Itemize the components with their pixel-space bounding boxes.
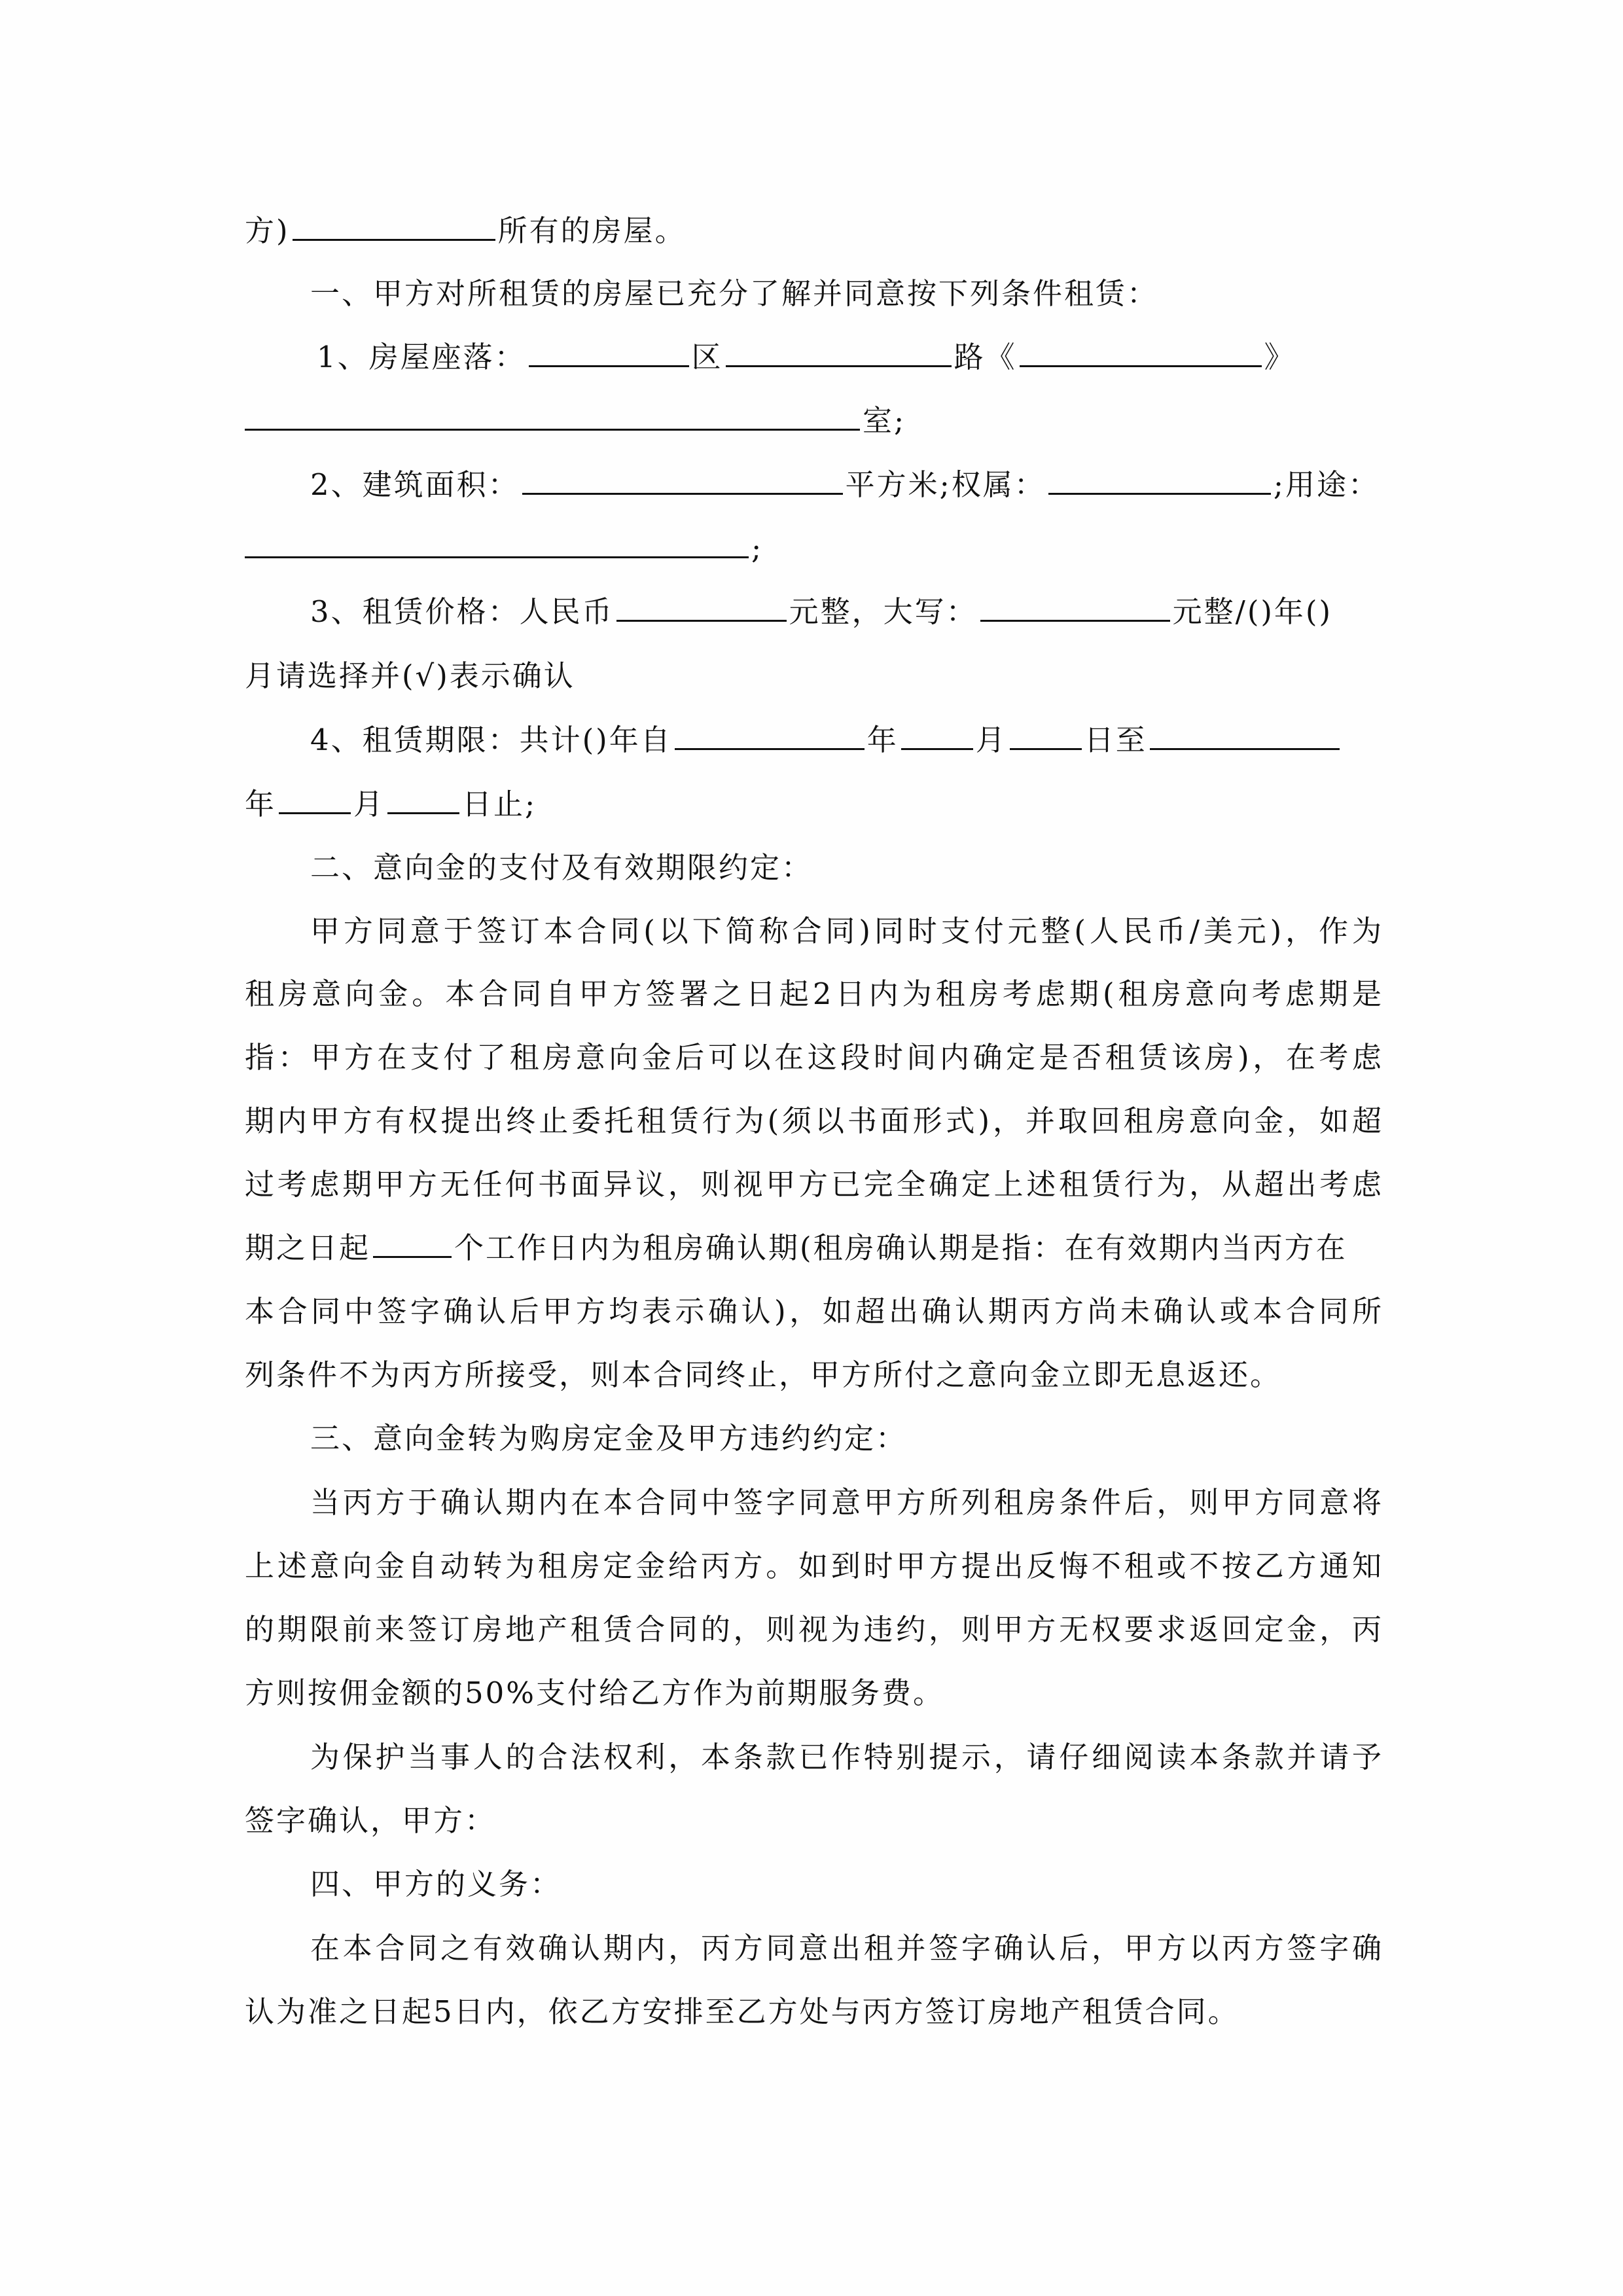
text-line <box>310 453 1449 517</box>
paragraph-line: 期内甲方有权提出终止委托租赁行为(须以书面形式)，并取回租房意向金，如超 <box>245 1103 1383 1138</box>
text: 方) <box>245 213 290 248</box>
fill-blank-price[interactable] <box>616 591 787 622</box>
fill-blank-road[interactable] <box>726 336 952 367</box>
fill-blank-start-year[interactable] <box>675 719 865 750</box>
paragraph-line: 方则按佣金额的50%支付给乙方作为前期服务费。 <box>245 1676 945 1710</box>
text: 元整，大写： <box>789 594 978 629</box>
fill-blank-district[interactable] <box>529 336 689 367</box>
text: 4、租赁期限：共计()年自 <box>310 723 672 757</box>
text: 个工作日内为租房确认期(租房确认期是指：在有效期内当丙方在 <box>454 1230 1347 1265</box>
fill-blank-room[interactable] <box>245 400 860 431</box>
text: 1、房屋座落： <box>317 340 526 374</box>
paragraph-line: 为保护当事人的合法权利，本条款已作特别提示，请仔细阅读本条款并请予 <box>310 1740 1383 1774</box>
paragraph-line: 过考虑期甲方无任何书面异议，则视甲方已完全确定上述租赁行为，从超出考虑 <box>245 1167 1383 1202</box>
text: 3、租赁价格：人民币 <box>310 594 614 629</box>
fill-blank-price-words[interactable] <box>980 591 1170 622</box>
text-line <box>245 516 1383 581</box>
paragraph-line: 租房意向金。本合同自甲方签署之日起2日内为租房考虑期(租房意向考虑期是 <box>245 977 1383 1011</box>
text: 年 <box>245 787 277 821</box>
fill-blank-start-month[interactable] <box>901 719 973 750</box>
text: 》 <box>1264 340 1296 374</box>
text-line: 月请选择并(√)表示确认 <box>245 658 575 693</box>
text: 元整/()年() <box>1172 594 1333 629</box>
text: 区 <box>691 340 723 374</box>
section-heading-1: 一、甲方对所租赁的房屋已充分了解并同意按下列条件租赁： <box>310 276 1159 311</box>
paragraph-line: 签字确认，甲方： <box>245 1803 497 1838</box>
text: 2、建筑面积： <box>310 467 520 502</box>
text-line <box>317 325 1455 389</box>
fill-blank-owner[interactable] <box>293 210 495 241</box>
fill-blank-end-day[interactable] <box>387 783 459 814</box>
text-line <box>310 580 1449 644</box>
fill-blank-start-day[interactable] <box>1010 719 1082 750</box>
text: 室; <box>863 403 906 438</box>
fill-blank-ownership[interactable] <box>1048 464 1271 495</box>
section-heading-3: 三、意向金转为购房定金及甲方违约约定： <box>310 1421 908 1456</box>
paragraph-line: 甲方同意于签订本合同(以下简称合同)同时支付元整(人民币/美元)，作为 <box>310 914 1383 948</box>
paragraph-line: 认为准之日起5日内，依乙方安排至乙方处与丙方签订房地产租赁合同。 <box>245 1994 1240 2029</box>
section-heading-2: 二、意向金的支付及有效期限约定： <box>310 850 813 885</box>
text-line <box>245 199 1383 263</box>
fill-blank-building[interactable] <box>1020 336 1262 367</box>
fill-blank-end-month[interactable] <box>279 783 351 814</box>
paragraph-line: 当丙方于确认期内在本合同中签字同意甲方所列租房条件后，则甲方同意将 <box>310 1485 1383 1520</box>
fill-blank-area[interactable] <box>522 464 843 495</box>
text-line <box>245 389 1383 453</box>
text: 所有的房屋。 <box>497 213 687 248</box>
text-line <box>310 708 1449 772</box>
text: 年 <box>866 723 899 757</box>
text: 日止; <box>462 787 537 821</box>
text-line <box>245 1216 1383 1280</box>
text: 月 <box>353 787 385 821</box>
text: 平方米;权属： <box>845 467 1046 502</box>
paragraph-line: 在本合同之有效确认期内，丙方同意出租并签字确认后，甲方以丙方签字确 <box>310 1931 1383 1965</box>
text: 日至 <box>1084 723 1147 757</box>
paragraph-line: 的期限前来签订房地产租赁合同的，则视为违约，则甲方无权要求返回定金，丙 <box>245 1612 1383 1647</box>
fill-blank-usage[interactable] <box>245 528 749 558</box>
fill-blank-end-year[interactable] <box>1150 719 1340 750</box>
text: 期之日起 <box>245 1230 371 1265</box>
paragraph-line: 指：甲方在支付了租房意向金后可以在这段时间内确定是否租赁该房)，在考虑 <box>245 1040 1383 1075</box>
paragraph-line: 上述意向金自动转为租房定金给丙方。如到时甲方提出反悔不租或不按乙方通知 <box>245 1549 1383 1583</box>
text: 月 <box>975 723 1007 757</box>
text-line <box>245 772 1383 836</box>
text: 路《 <box>954 340 1017 374</box>
paragraph-line: 本合同中签字确认后甲方均表示确认)，如超出确认期丙方尚未确认或本合同所 <box>245 1294 1383 1329</box>
section-heading-4: 四、甲方的义务： <box>310 1867 562 1901</box>
paragraph-line: 列条件不为丙方所接受，则本合同终止，甲方所付之意向金立即无息返还。 <box>245 1357 1282 1392</box>
text: ; <box>751 531 764 565</box>
fill-blank-workdays[interactable] <box>373 1227 452 1258</box>
text: ;用途： <box>1273 467 1380 502</box>
